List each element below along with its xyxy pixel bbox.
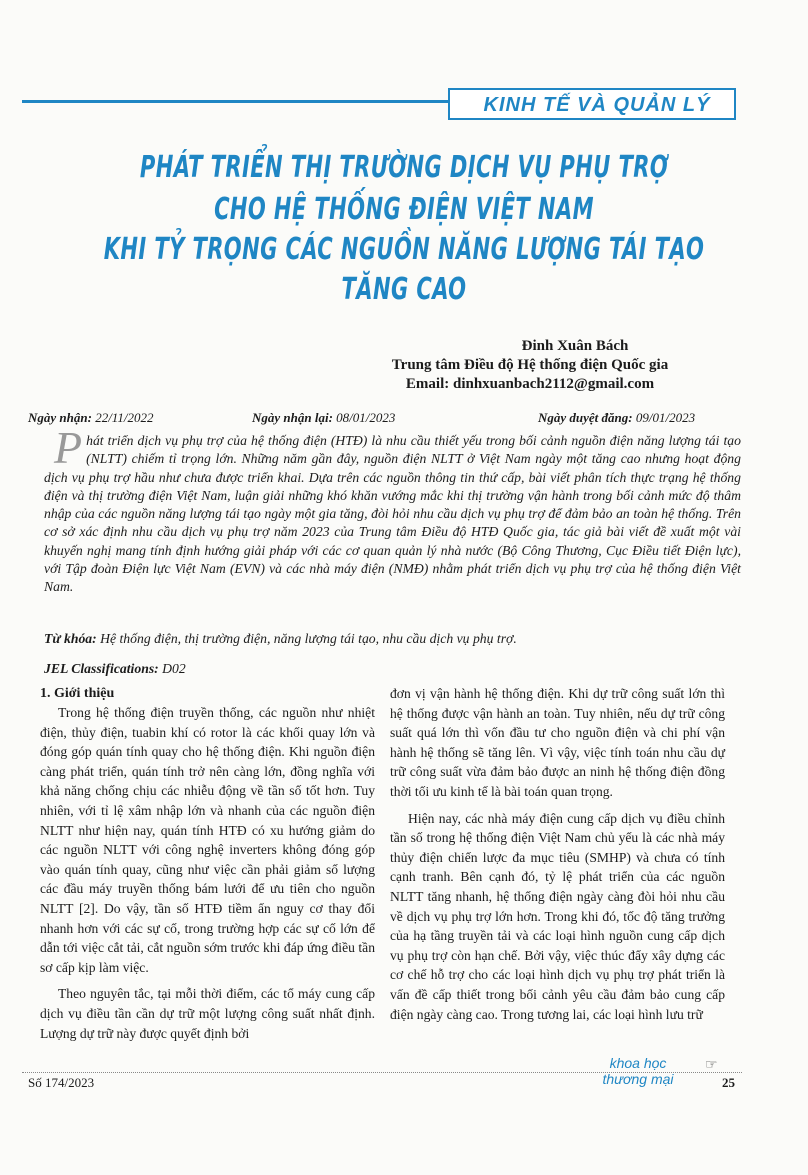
date-revised bbox=[252, 410, 395, 426]
section-heading: 1. Giới thiệu bbox=[40, 686, 115, 701]
revised-value: 08/01/2023 bbox=[336, 410, 396, 425]
abstract bbox=[44, 422, 741, 597]
date-approved bbox=[538, 410, 695, 426]
author-name: Đinh Xuân Bách bbox=[521, 338, 629, 354]
received-value: 22/11/2022 bbox=[95, 410, 154, 425]
abstract-text: hát triển dịch vụ phụ trợ của hệ thống điện (HTĐ) là nhu cầu thiết yếu trong bối cảnh nguồn điện năng lượng tái tạo (NLTT) chiếm tỉ trọng lớn. Những năm gần đây, nguồn điện NLTT ở Việt Nam ngày một tăng cao nhưng hoạt động dịch vụ phụ trợ hầu như chưa được triển khai. Dựa trên các nguồn thông tin thứ cấp, bài viết phân tích thực trạng hệ thống điện và thị trường điện Việt Nam, luận giải những khó khăn vướng mắc khi thị trường vận hành trong bối cảnh mức độ thâm nhập của các nguồn năng lượng tái tạo ngày một gia tăng, đòi hỏi nhu cầu dịch vụ phụ trợ để đảm bảo an toàn hệ thống. Trên cơ sở xác định nhu cầu dịch vụ phụ trợ năm 2023 của Trung tâm Điều độ HTĐ Quốc gia, tác giả bài viết đề xuất một vài khuyến nghị mang tính định hướng giải pháp với các cơ quan quản lý nhà nước (Bộ Công Thương, Cục Điều tiết Điện lực), với Tập đoàn Điện lực Việt Nam (EVN) và các nhà máy điện (NMĐ) nhằm phát triển dịch vụ phụ trợ của hệ thống điện Việt Nam. bbox=[44, 433, 741, 595]
issue-number: Số 174/2023 bbox=[28, 1075, 95, 1090]
dropcap: P bbox=[54, 422, 83, 473]
date-received bbox=[28, 410, 153, 426]
author-organization: Trung tâm Điều độ Hệ thống điện Quốc gia bbox=[391, 357, 669, 373]
keywords bbox=[44, 630, 741, 648]
body-column-left bbox=[40, 684, 375, 1043]
body-column-right bbox=[390, 684, 725, 1024]
article-title-line-3: KHI TỶ TRỌNG CÁC NGUỒN NĂNG LƯỢNG TÁI TẠO TĂNG CAO bbox=[103, 232, 705, 307]
page-number: 25 bbox=[722, 1075, 735, 1090]
approved-value: 09/01/2023 bbox=[635, 410, 696, 425]
paragraph: Hiện nay, các nhà máy điện cung cấp dịch vụ điều chỉnh tần số trong hệ thống điện Việt Nam chủ yếu là các nhà máy thủy điện chiến lược đa mục tiêu (SMHP) và chưa có tính cạnh tranh. Bên cạnh đó, tỷ lệ phát triển của các nguồn NLTT tăng nhanh, hệ thống điện ngày càng đòi hỏi nhu cầu về dịch vụ phụ trợ lớn hơn. Trong khi đó, tốc độ tăng trưởng của hạ tầng truyền tải và các loại hình nguồn cung cấp dịch vụ phụ trợ còn hạn chế. Bởi vậy, việc thúc đẩy xây dựng các cơ chế hỗ trợ cho các loại hình dịch vụ phụ trợ phát triển là vấn đề cấp thiết trong bối cảnh yêu cầu đảm bảo cung cấp điện ngày càng cao. Trong tương lai, các loại hình lưu trữ bbox=[390, 810, 725, 1022]
paragraph: Trong hệ thống điện truyền thống, các nguồn như nhiệt điện, thủy điện, tuabin khí có rotor là các khối quay lớn và đóng góp quán tính quay cho hệ thống điện. Khi nguồn điện càng phát triển, quán tính trở nên càng lớn, đồng nghĩa với khả năng chống chịu các nhiễu động về tần số tốt hơn. Tuy nhiên, với tỉ lệ xâm nhập lớn và nhanh của các nguồn điện NLTT như hiện nay, quán tính HTĐ có xu hướng giảm do các nguồn NLTT với công nghệ inverters không đóng góp vào quán tính quay, cũng như việc cần phải giảm số lượng các đầu máy truyền thống bám lưới để ưu tiên cho nguồn NLTT [2]. Do vậy, tần số HTĐ tiềm ẩn nguy cơ thay đổi nhanh hơn với các sự cố, trong trường hợp các sự cố lớn để dẫn tới việc cắt tải, cắt nguồn sớm trước khi đáp ứng điều tần sơ cấp kịp làm việc. bbox=[40, 705, 375, 975]
revised-label: Ngày nhận lại: bbox=[252, 410, 333, 425]
jel-classification bbox=[44, 660, 186, 678]
keywords-label: Từ khóa: bbox=[44, 631, 97, 646]
jel-label: JEL Classifications: bbox=[44, 661, 159, 676]
journal-logo-line-1: khoa học bbox=[609, 1055, 667, 1071]
article-title-line-1: PHÁT TRIỂN THỊ TRƯỜNG DỊCH VỤ PHỤ TRỢ bbox=[139, 150, 669, 185]
section-label: KINH TẾ VÀ QUẢN LÝ bbox=[483, 94, 711, 116]
author-email: Email: dinhxuanbach2112@gmail.com bbox=[405, 376, 655, 392]
received-label: Ngày nhận: bbox=[28, 410, 92, 425]
jel-code: D02 bbox=[162, 661, 186, 676]
pointing-hand-icon: ☞ bbox=[705, 1057, 718, 1073]
approved-label: Ngày duyệt đăng: bbox=[538, 410, 633, 425]
paragraph: Theo nguyên tắc, tại mỗi thời điểm, các tổ máy cung cấp dịch vụ điều tần cần dự trữ một lượng công suất nhất định. Lượng dự trữ này được quyết định bởi bbox=[40, 986, 375, 1041]
article-title-line-2: CHO HỆ THỐNG ĐIỆN VIỆT NAM bbox=[214, 192, 594, 227]
paragraph: đơn vị vận hành hệ thống điện. Khi dự trữ công suất lớn thì hệ thống được vận hành an toàn. Tuy nhiên, nếu dự trữ công suất quá lớn thì vốn đầu tư cho nguồn điện và chi phí vận hành hệ thống sẽ tăng lên. Vì vậy, việc tính toán nhu cầu dự trữ công suất vừa đảm bảo được an ninh hệ thống điện đồng thời tối ưu kinh tế là bài toán quan trọng. bbox=[390, 686, 725, 799]
keywords-text: Hệ thống điện, thị trường điện, năng lượng tái tạo, nhu cầu dịch vụ phụ trợ. bbox=[100, 631, 517, 646]
journal-logo bbox=[588, 1055, 688, 1087]
header-rule bbox=[22, 100, 452, 103]
journal-logo-line-2: thương mại bbox=[602, 1071, 674, 1087]
